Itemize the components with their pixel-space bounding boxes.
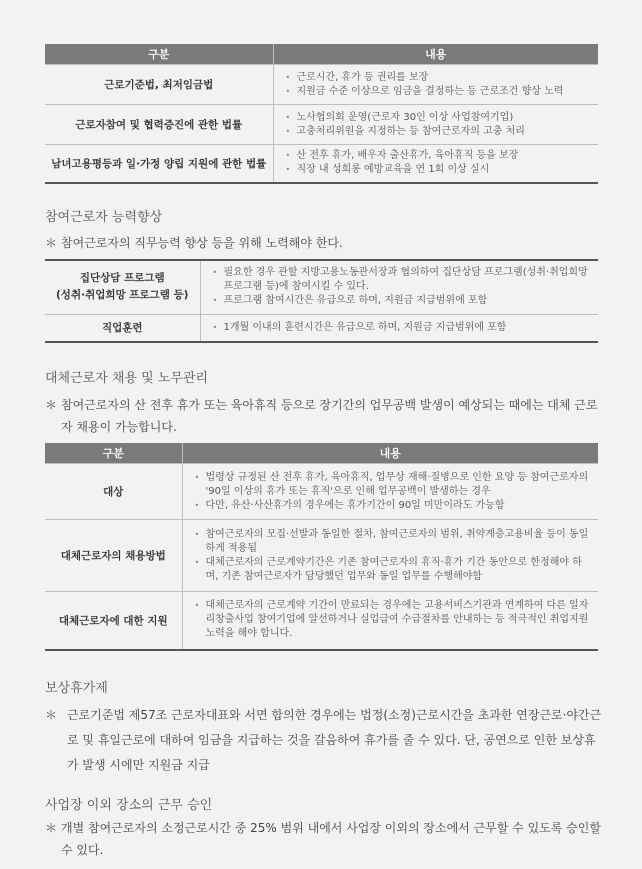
row-content [200, 314, 598, 342]
section-title: 보상휴가제 [45, 681, 108, 696]
row-content [182, 520, 598, 592]
asterisk-icon: ＊ [45, 821, 58, 835]
list-item: • 노사협의회 운영(근로자 30인 이상 사업참여기업) [284, 111, 591, 125]
asterisk-icon: ＊ [45, 236, 58, 250]
list-item: • 대체근로자의 근로계약기간은 기존 참여근로자의 휴직·휴가 기간 동안으로 한정해야 하며, 기존 참여근로자가 담당했던 업무와 동일 업무를 수행해야함 [193, 556, 591, 584]
list-item: • 고충처리위원을 지정하는 등 참여근로자의 고충 처리 [284, 125, 591, 139]
table-row [45, 314, 598, 342]
section-title: 사업장 이외 장소의 근무 승인 [45, 798, 213, 813]
section-note [45, 703, 605, 778]
table-row [45, 520, 598, 592]
list-item: • 1개월 이내의 훈련시간은 유급으로 하며, 지원금 지급범위에 포함 [211, 321, 591, 335]
row-key: 남녀고용평등과 일·가정 양립 지원에 관한 법률 [45, 145, 273, 183]
note-text: 근로기준법 제57조 근로자대표와 서면 합의한 경우에는 법정(소정)근로시간을 초과한 연장근로·야간근로 및 휴일근로에 대하여 임금을 지급하는 것을 갈음하여 휴가를 줄 수 있다. 단, 공연으로 인한 보상휴가 발생 시에만 지원금 지급 [67, 708, 602, 772]
list-item: • 대체근로자의 근로계약 기간이 만료되는 경우에는 고용서비스기관과 연계하여 다른 일자리창출사업 참여기업에 알선하거나 실업급여 수급절차를 안내하는 등 적극적인 취업지원 노력을 해야 합니다. [193, 599, 591, 641]
list-item: • 근로시간, 휴가 등 권리를 보장 [284, 71, 591, 85]
row-content [200, 260, 598, 314]
row-content [182, 592, 598, 650]
table-row [45, 65, 598, 105]
table-header-row [45, 443, 598, 464]
row-key: 대체근로자의 채용방법 [45, 520, 182, 592]
row-content [273, 105, 598, 145]
list-item: • 필요한 경우 관할 지방고용노동관서장과 협의하여 집단상담 프로그램(성취·취업희망프로그램 등)에 참여시킬 수 있다. [211, 266, 591, 294]
list-item: • 법령상 규정된 산 전후 휴가, 육아휴직, 업무상 재해·질병으로 인한 요양 등 참여근로자의 '90일 이상의 휴가 또는 휴직'으로 인해 업무공백이 발생하는 경우 [193, 471, 591, 499]
header-category: 구분 [45, 44, 273, 65]
list-item: • 직장 내 성희롱 예방교육을 연 1회 이상 실시 [284, 163, 591, 177]
section-title: 대체근로자 채용 및 노무관리 [45, 371, 209, 386]
list-item: • 지원금 수준 이상으로 임금을 결정하는 등 근로조건 향상 노력 [284, 85, 591, 99]
row-key: 직업훈련 [45, 314, 200, 342]
row-content [182, 464, 598, 520]
table-row [45, 105, 598, 145]
section-note [45, 817, 605, 861]
row-key: 대체근로자에 대한 지원 [45, 592, 182, 650]
table-row [45, 464, 598, 520]
list-item: • 산 전후 휴가, 배우자 출산휴가, 육아휴직 등을 보장 [284, 149, 591, 163]
note-text: 참여근로자의 산 전후 휴가 또는 육아휴직 등으로 장기간의 업무공백 발생이 예상되는 때에는 대체 근로자 채용이 가능합니다. [61, 398, 598, 434]
list-item: • 다만, 유산·사산휴가의 경우에는 휴가기간이 90일 미만이라도 가능함 [193, 499, 591, 513]
list-item: • 프로그램 참여시간은 유급으로 하며, 지원금 지급범위에 포함 [211, 294, 591, 308]
note-text: 개별 참여근로자의 소정근로시간 중 25% 범위 내에서 사업장 이외의 장소에서 근무할 수 있도록 승인할 수 있다. [61, 821, 601, 857]
header-category: 구분 [45, 443, 182, 464]
law-table [45, 44, 598, 184]
table-header-row [45, 44, 598, 65]
asterisk-icon: ＊ [45, 398, 58, 412]
table-row [45, 592, 598, 650]
row-key: 대상 [45, 464, 182, 520]
row-key: 근로자참여 및 협력증진에 관한 법률 [45, 105, 273, 145]
header-content: 내용 [182, 443, 598, 464]
substitute-table [45, 443, 598, 651]
section-note [45, 394, 605, 438]
list-item: • 참여근로자의 모집·선발과 동일한 절차, 참여근로자의 범위, 취약계층고용비율 등이 동일하게 적용됨 [193, 528, 591, 556]
asterisk-icon: ＊ [45, 708, 58, 722]
section-title: 참여근로자 능력향상 [45, 210, 163, 225]
row-content [273, 65, 598, 105]
row-key: 근로기준법, 최저임금법 [45, 65, 273, 105]
table-row [45, 145, 598, 183]
section-note [45, 232, 605, 254]
header-content: 내용 [273, 44, 598, 65]
row-key: 집단상담 프로그램 (성취·취업희망 프로그램 등) [56, 272, 189, 302]
table-row [45, 260, 598, 314]
row-content [273, 145, 598, 183]
program-table [45, 259, 598, 343]
note-text: 참여근로자의 직무능력 향상 등을 위해 노력해야 한다. [61, 236, 343, 250]
